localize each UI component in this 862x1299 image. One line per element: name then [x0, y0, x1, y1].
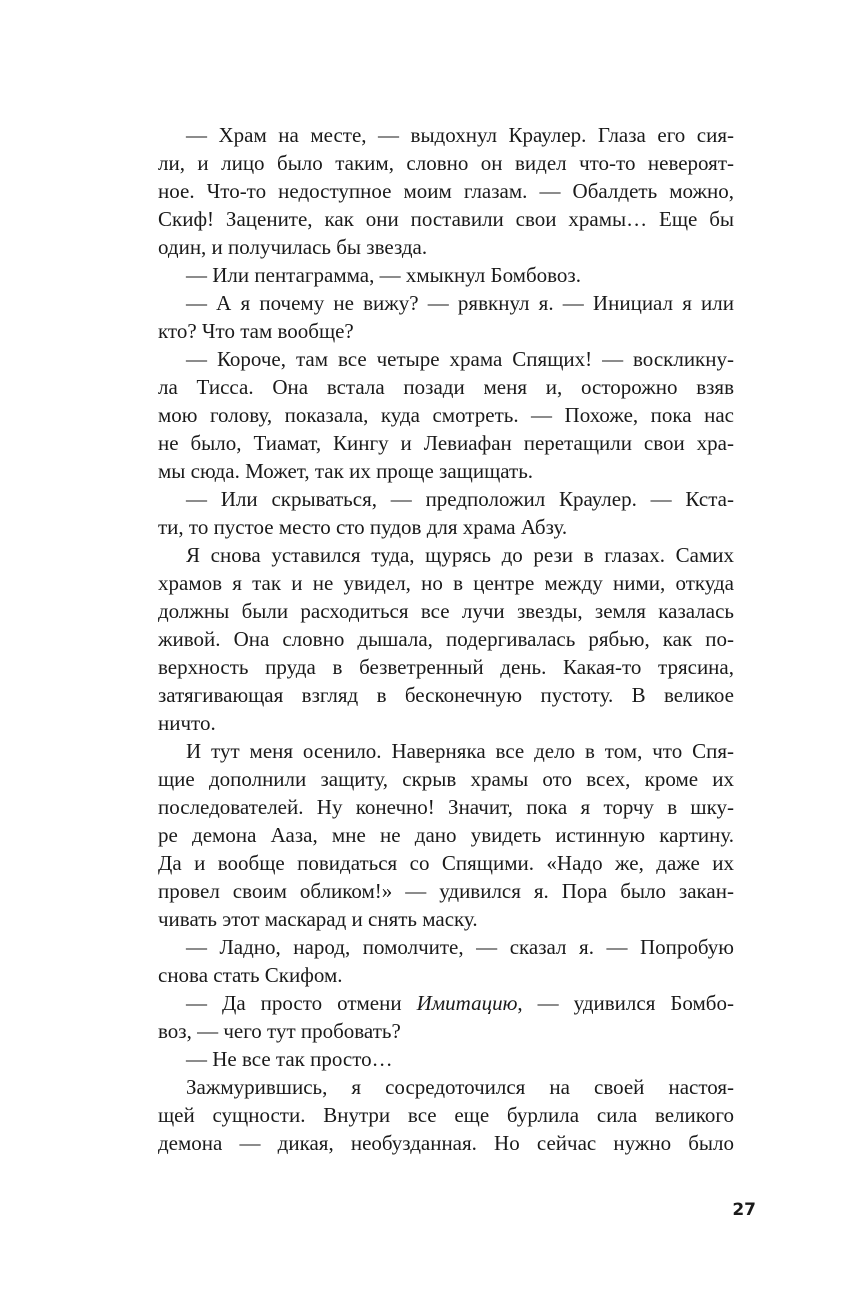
text-line: мы сюда. Может, так их проще защищать. — [158, 459, 534, 483]
text-line: живой. Она словно дышала, подергивалась рябью, как по- — [158, 627, 734, 651]
text-line: ти, то пустое место сто пудов для храма Абзу. — [158, 515, 568, 539]
text-line: чивать этот маскарад и снять маску. — [158, 907, 478, 931]
text-line: Я снова уставился туда, щурясь до рези в глазах. Самих — [186, 543, 734, 567]
text-line: Скиф! Зацените, как они поставили свои храмы… Еще бы — [158, 207, 734, 231]
text-line: храмов я так и не увидел, но в центре между ними, откуда — [158, 571, 734, 595]
text-line: Да и вообще повидаться со Спящими. «Надо же, даже их — [158, 851, 734, 875]
text-line: Зажмурившись, я сосредоточился на своей настоя- — [186, 1075, 734, 1099]
body-text — [158, 121, 734, 1157]
text-line: — Или скрываться, — предположил Краулер. — Кста- — [186, 487, 734, 511]
text-line: — Ладно, народ, помолчите, — сказал я. — Попробую — [186, 935, 734, 959]
text-line: ничто. — [158, 711, 216, 735]
text-line: щей сущности. Внутри все еще бурлила сила великого — [158, 1103, 734, 1127]
text-line: — А я почему не вижу? — рявкнул я. — Инициал я или — [186, 291, 734, 315]
text-line: — Да просто отмени Имитацию, — удивился Бомбо- — [186, 991, 734, 1015]
text-line: провел своим обликом!» — удивился я. Пора было закан- — [158, 879, 734, 903]
text-line: — Храм на месте, — выдохнул Краулер. Глаза его сия- — [186, 123, 734, 147]
text-line: ре демона Ааза, мне не дано увидеть истинную картину. — [158, 823, 734, 847]
text-line: ли, и лицо было таким, словно он видел что-то невероят- — [158, 151, 734, 175]
text-line: не было, Тиамат, Кингу и Левиафан перетащили свои хра- — [158, 431, 734, 455]
text-line: мою голову, показала, куда смотреть. — Похоже, пока нас — [158, 403, 734, 427]
text-line: последователей. Ну конечно! Значит, пока я торчу в шку- — [158, 795, 734, 819]
text-line: верхность пруда в безветренный день. Какая-то трясина, — [158, 655, 734, 679]
text-line: щие дополнили защиту, скрыв храмы ото всех, кроме их — [158, 767, 734, 791]
page-number: 27 — [732, 1200, 756, 1220]
text-line: — Или пентаграмма, — хмыкнул Бомбовоз. — [186, 263, 581, 287]
text-line: — Не все так просто… — [186, 1047, 393, 1071]
text-line: снова стать Скифом. — [158, 963, 343, 987]
text-line: демона — дикая, необузданная. Но сейчас нужно было — [158, 1131, 734, 1155]
text-line: затягивающая взгляд в бесконечную пустоту. В великое — [158, 683, 734, 707]
text-line: И тут меня осенило. Наверняка все дело в том, что Спя- — [186, 739, 734, 763]
text-line: кто? Что там вообще? — [158, 319, 354, 343]
text-line: один, и получилась бы звезда. — [158, 235, 428, 259]
text-line: ла Тисса. Она встала позади меня и, осторожно взяв — [158, 375, 734, 399]
text-line: ное. Что-то недоступное моим глазам. — Обалдеть можно, — [158, 179, 734, 203]
text-line: должны были расходиться все лучи звезды, земля казалась — [158, 599, 734, 623]
text-line: — Короче, там все четыре храма Спящих! — воскликну- — [186, 347, 734, 371]
text-line: воз, — чего тут пробовать? — [158, 1019, 401, 1043]
